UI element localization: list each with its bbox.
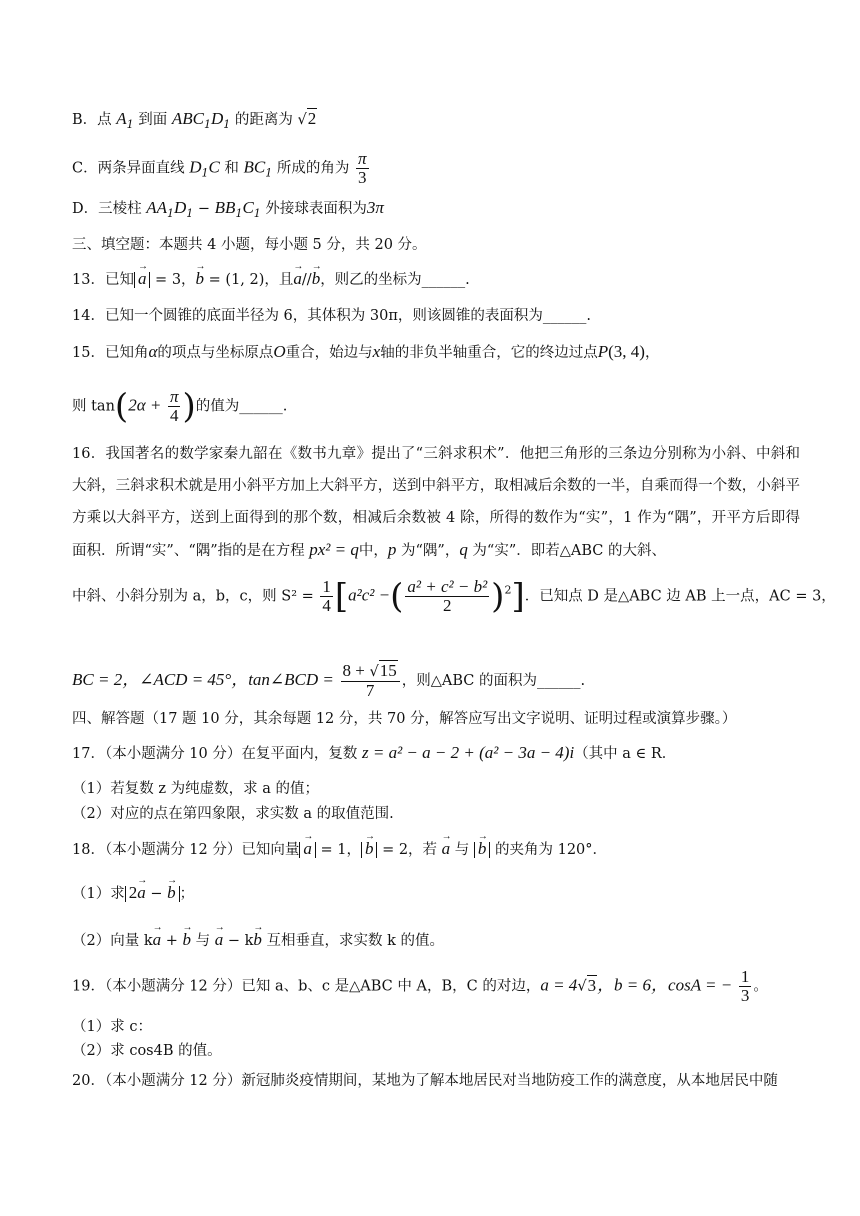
question-19-part-2: （2）求 cos4B 的值。	[72, 1043, 222, 1059]
question-19-part-1: （1）求 c：	[72, 1019, 152, 1035]
tan-fraction: $\frac{8 + √15}{7}$	[341, 662, 400, 700]
question-18: 18．（本小题满分 12 分）已知向量→ a = 1，→ b = 2，若 → a 与 → b 的夹角为 120°．	[72, 838, 800, 861]
question-17: 17．（本小题满分 10 分）在复平面内，复数 z = a² − a − 2 + (a² − 3a − 4)i（其中 a ∈ R．	[72, 743, 677, 762]
option-d: D．三棱柱 $AA_1D_1 - BB_1C_1$ 外接球表面积为3π	[72, 198, 384, 220]
pi-over-4: $\frac{\pi}{4}$	[169, 387, 179, 425]
question-18-part-2: （2）向量 k→ a + → b 与 → a − k→ b 互相垂直，求实数 k 的值。	[72, 929, 800, 952]
question-16-last-line: BC = 2，∠ACD = 45°，tan∠BCD = $\frac{8 + √15}{7}$ ，则△ABC 的面积为______.	[72, 661, 586, 700]
question-16-formula-line: 中斜、小斜分别为 a，b，c，则 S² = $\frac{1}{4}$ [a²c² −( $\frac{\text{a² + c² − b²}}{2}$ )$^2$]．已知点 D 是△ABC 边 AB 上一点，AC = 3，	[72, 576, 836, 617]
option-b: B．点 $A_1$ 到面 $ABC_1D_1$ 的距离为 √2	[72, 109, 317, 131]
question-17-part-1: （1）若复数 z 为纯虚数，求 a 的值；	[72, 781, 319, 797]
question-20: 20．（本小题满分 12 分）新冠肺炎疫情期间，某地为了解本地居民对当地防疫工作的满意度，从本地居民中随	[72, 1073, 778, 1089]
question-19: 19．（本小题满分 12 分）已知 a、b、c 是△ABC 中 A，B，C 的对边，a = 4√3，b = 6，cosA = − $\frac{1}{3}$ 。	[72, 967, 768, 1005]
question-14: 14．已知一个圆锥的底面半径为 6，其体积为 30π，则该圆锥的表面积为______.	[72, 308, 591, 324]
section-4-heading: 四、解答题（17 题 10 分，其余每题 12 分，共 70 分，解答应写出文字说明、证明过程或演算步骤。）	[72, 711, 737, 727]
question-17-part-2: （2）对应的点在第四象限，求实数 a 的取值范围.	[72, 806, 394, 822]
option-c: C．两条异面直线 $D_1C$ 和 $BC_1$ 所成的角为 $\frac{\pi}{3}$	[72, 149, 367, 187]
question-18-part-1: （1）求 2→ a − → b ；	[72, 882, 800, 905]
question-15-line-1: 15．已知角α的项点与坐标原点O重合，始边与x轴的非负半轴重合，它的终边过点P(3, 4)，	[72, 342, 660, 361]
section-3-heading: 三、填空题：本题共 4 小题，每小题 5 分，共 20 分。	[72, 237, 427, 253]
one-third: $\frac{1}{3}$	[740, 967, 750, 1005]
pi-over-3: $\frac{\pi}{3}$	[358, 149, 367, 187]
question-13: 13．已知→ a = 3，→ b = (1, 2)，且→ a//→ b，则乙的坐标为______.	[72, 268, 800, 291]
question-15-line-2: 则 tan(2α + $\frac{\pi}{4}$ )的值为______.	[72, 386, 288, 427]
question-16-paragraph: 16．我国著名的数学家秦九韶在《数书九章》提出了“三斜求积术”．他把三角形的三条边分别称为小斜、中斜和大斜，三斜求积术就是用小斜平方加上大斜平方，送到中斜平方，取相减后余数的一半，自乘而得一个数，小斜平方乘以大斜平方，送到上面得到的那个数，相减后余数被 4 除，所得的数作为“实”，1 作为“隅”，开平方后即得面积．所谓“实”、“隅”指的是在方程 px² = q中，p 为“隅”，q 为“实”．即若△ABC 的大斜、	[72, 446, 800, 559]
